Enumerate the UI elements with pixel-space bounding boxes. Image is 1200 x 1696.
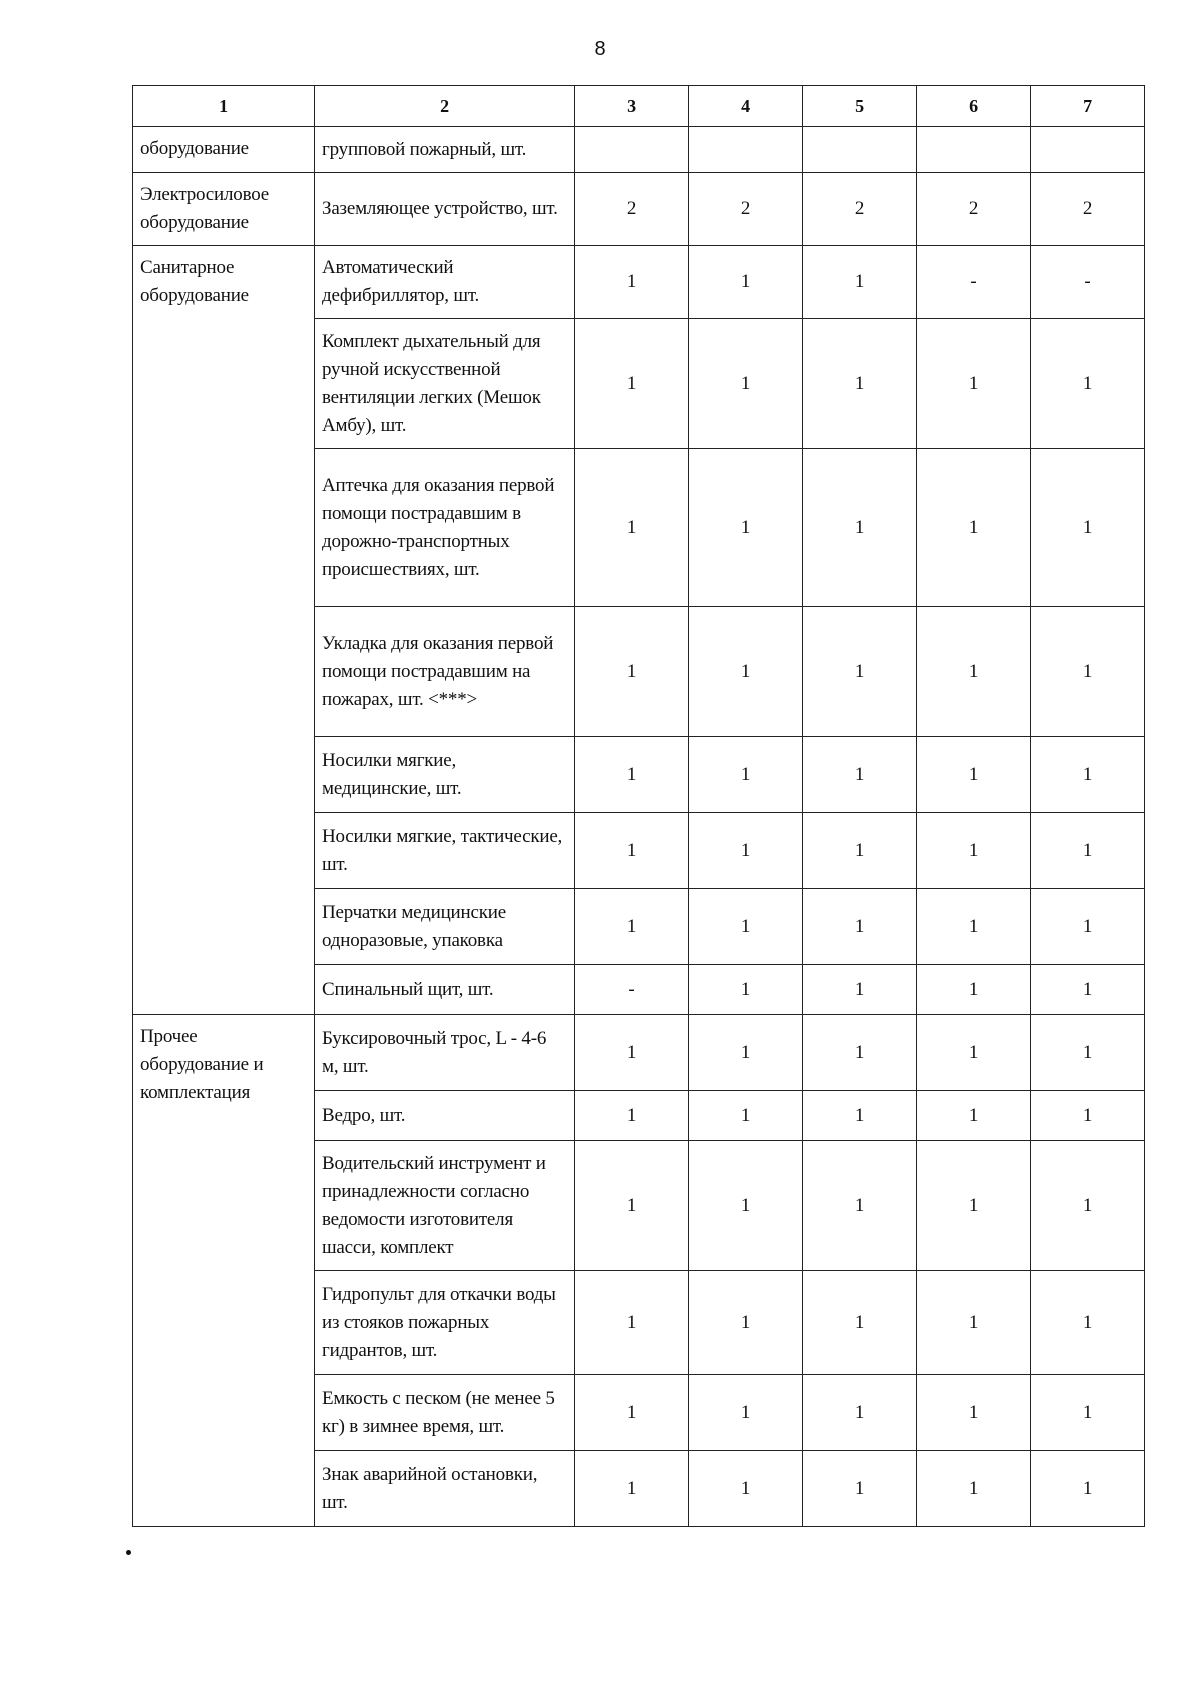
value-cell: 1 (917, 965, 1031, 1015)
category-cell: Электросиловое оборудование (133, 173, 315, 246)
value-cell: 1 (803, 1451, 917, 1527)
value-cell: - (1031, 246, 1145, 319)
value-cell: 1 (1031, 889, 1145, 965)
value-cell: 1 (917, 1271, 1031, 1375)
category-cell: Санитарное оборудование (133, 246, 315, 1015)
item-cell: Перчатки медицинские одноразовые, упаковка (315, 889, 575, 965)
column-header: 1 (133, 86, 315, 127)
value-cell: 1 (803, 813, 917, 889)
value-cell: 1 (1031, 1015, 1145, 1091)
value-cell: 1 (1031, 813, 1145, 889)
item-cell: Укладка для оказания первой помощи пострадавшим на пожарах, шт. <***> (315, 607, 575, 737)
value-cell: 1 (917, 1015, 1031, 1091)
value-cell: 1 (803, 319, 917, 449)
value-cell: 1 (689, 1271, 803, 1375)
value-cell: 1 (689, 1451, 803, 1527)
value-cell: 1 (575, 737, 689, 813)
value-cell (689, 127, 803, 173)
value-cell: 1 (917, 1451, 1031, 1527)
value-cell: 2 (917, 173, 1031, 246)
value-cell: 1 (689, 246, 803, 319)
value-cell: 1 (1031, 1091, 1145, 1141)
value-cell (803, 127, 917, 173)
value-cell: 1 (803, 607, 917, 737)
column-header: 7 (1031, 86, 1145, 127)
value-cell: 1 (575, 1015, 689, 1091)
value-cell: 1 (917, 813, 1031, 889)
value-cell: 1 (689, 889, 803, 965)
value-cell: 1 (803, 246, 917, 319)
column-header: 6 (917, 86, 1031, 127)
table-row (133, 127, 1145, 173)
value-cell: 1 (689, 813, 803, 889)
value-cell: 1 (803, 1091, 917, 1141)
value-cell: 1 (917, 1091, 1031, 1141)
value-cell: 2 (575, 173, 689, 246)
value-cell: 1 (689, 1015, 803, 1091)
item-cell: Аптечка для оказания первой помощи пострадавшим в дорожно-транспортных происшествиях, шт. (315, 449, 575, 607)
value-cell: 1 (803, 889, 917, 965)
value-cell: - (575, 965, 689, 1015)
value-cell: 1 (689, 319, 803, 449)
column-header: 5 (803, 86, 917, 127)
value-cell: 1 (575, 1141, 689, 1271)
value-cell: 1 (1031, 449, 1145, 607)
value-cell: 1 (1031, 1451, 1145, 1527)
item-cell: Заземляющее устройство, шт. (315, 173, 575, 246)
value-cell: 2 (689, 173, 803, 246)
value-cell: 1 (803, 1015, 917, 1091)
value-cell: 1 (803, 1375, 917, 1451)
value-cell: 1 (689, 965, 803, 1015)
value-cell: 1 (1031, 965, 1145, 1015)
item-cell: Автоматический дефибриллятор, шт. (315, 246, 575, 319)
value-cell: 1 (917, 449, 1031, 607)
value-cell: 1 (575, 246, 689, 319)
category-cell: оборудование (133, 127, 315, 173)
value-cell: 1 (575, 1451, 689, 1527)
value-cell: 1 (1031, 1271, 1145, 1375)
item-cell: Гидропульт для откачки воды из стояков пожарных гидрантов, шт. (315, 1271, 575, 1375)
value-cell: 1 (803, 737, 917, 813)
value-cell: 1 (689, 449, 803, 607)
value-cell (575, 127, 689, 173)
value-cell: 1 (803, 965, 917, 1015)
category-cell: Прочее оборудование и комплектация (133, 1015, 315, 1527)
table-row (133, 1015, 1145, 1091)
value-cell: 1 (575, 1271, 689, 1375)
value-cell: 1 (1031, 319, 1145, 449)
item-cell: Водительский инструмент и принадлежности согласно ведомости изготовителя шасси, комплект (315, 1141, 575, 1271)
value-cell (1031, 127, 1145, 173)
item-cell: Емкость с песком (не менее 5 кг) в зимнее время, шт. (315, 1375, 575, 1451)
value-cell: 1 (689, 1375, 803, 1451)
value-cell: 1 (575, 889, 689, 965)
value-cell: 1 (917, 889, 1031, 965)
value-cell: 1 (803, 449, 917, 607)
item-cell: Комплект дыхательный для ручной искусственной вентиляции легких (Мешок Амбу), шт. (315, 319, 575, 449)
item-cell: Ведро, шт. (315, 1091, 575, 1141)
value-cell: 1 (575, 319, 689, 449)
item-cell: Спинальный щит, шт. (315, 965, 575, 1015)
value-cell: 1 (917, 1375, 1031, 1451)
column-header: 2 (315, 86, 575, 127)
value-cell: 1 (1031, 737, 1145, 813)
value-cell: 1 (575, 1091, 689, 1141)
value-cell (917, 127, 1031, 173)
value-cell: 1 (917, 607, 1031, 737)
value-cell: 1 (803, 1271, 917, 1375)
scan-dot-mark (126, 1550, 131, 1555)
value-cell: 1 (917, 319, 1031, 449)
column-header: 4 (689, 86, 803, 127)
value-cell: 1 (1031, 1141, 1145, 1271)
value-cell: 1 (689, 607, 803, 737)
value-cell: 2 (803, 173, 917, 246)
value-cell: 1 (1031, 607, 1145, 737)
value-cell: 1 (575, 607, 689, 737)
value-cell: 1 (575, 1375, 689, 1451)
item-cell: Носилки мягкие, медицинские, шт. (315, 737, 575, 813)
equipment-table (132, 85, 1145, 1527)
value-cell: 1 (689, 1091, 803, 1141)
value-cell: 1 (803, 1141, 917, 1271)
value-cell: 1 (689, 1141, 803, 1271)
value-cell: 1 (689, 737, 803, 813)
value-cell: 2 (1031, 173, 1145, 246)
column-header: 3 (575, 86, 689, 127)
value-cell: 1 (1031, 1375, 1145, 1451)
value-cell: 1 (917, 737, 1031, 813)
value-cell: 1 (575, 813, 689, 889)
table-row (133, 246, 1145, 319)
value-cell: 1 (917, 1141, 1031, 1271)
table-row (133, 173, 1145, 246)
item-cell: Знак аварийной остановки, шт. (315, 1451, 575, 1527)
page-number: 8 (594, 38, 606, 60)
item-cell: Носилки мягкие, тактические, шт. (315, 813, 575, 889)
value-cell: 1 (575, 449, 689, 607)
item-cell: групповой пожарный, шт. (315, 127, 575, 173)
item-cell: Буксировочный трос, L - 4-6 м, шт. (315, 1015, 575, 1091)
table-header-row (133, 86, 1145, 127)
value-cell: - (917, 246, 1031, 319)
